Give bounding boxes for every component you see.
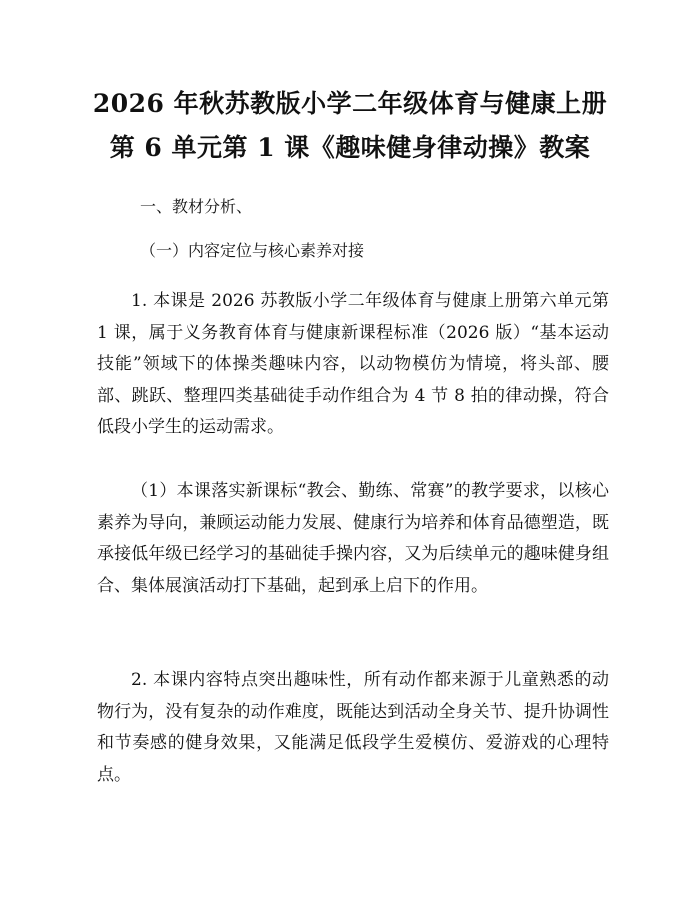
paragraph-2: （1）本课落实新课标“教会、勤练、常赛”的教学要求，以核心素养为导向，兼顾运动能力发展、健康行为培养和体育品德塑造，既承接低年级已经学习的基础徒手操内容，又为后续单元的趣味健身组合、集体展演活动打下基础，起到承上启下的作用。 [97,481,609,596]
paragraph-1: 1. 本课是 2026 苏教版小学二年级体育与健康上册第六单元第 1 课，属于义务教育体育与健康新课程标准（2026 版）“基本运动技能”领域下的体操类趣味内容，以动物模仿为情境，将头部、腰部、跳跃、整理四类基础徒手动作组合为 4 节 8 拍的律动操，符合低段小学生的运动需求。 [97,291,609,437]
section-heading-textbook-analysis: 一、教材分析、 [140,197,253,216]
document-title-line-2: 第 6 单元第 1 课《趣味健身律动操》教案 [109,133,591,162]
document-title-line-1: 2026 年秋苏教版小学二年级体育与健康上册 [92,89,608,118]
paragraph-3: 2. 本课内容特点突出趣味性，所有动作都来源于儿童熟悉的动物行为，没有复杂的动作难度，既能达到活动全身关节、提升协调性和节奏感的健身效果，又能满足低段学生爱模仿、爱游戏的心理特点。 [97,670,609,785]
subsection-heading-content-positioning: （一）内容定位与核心素养对接 [140,241,365,260]
